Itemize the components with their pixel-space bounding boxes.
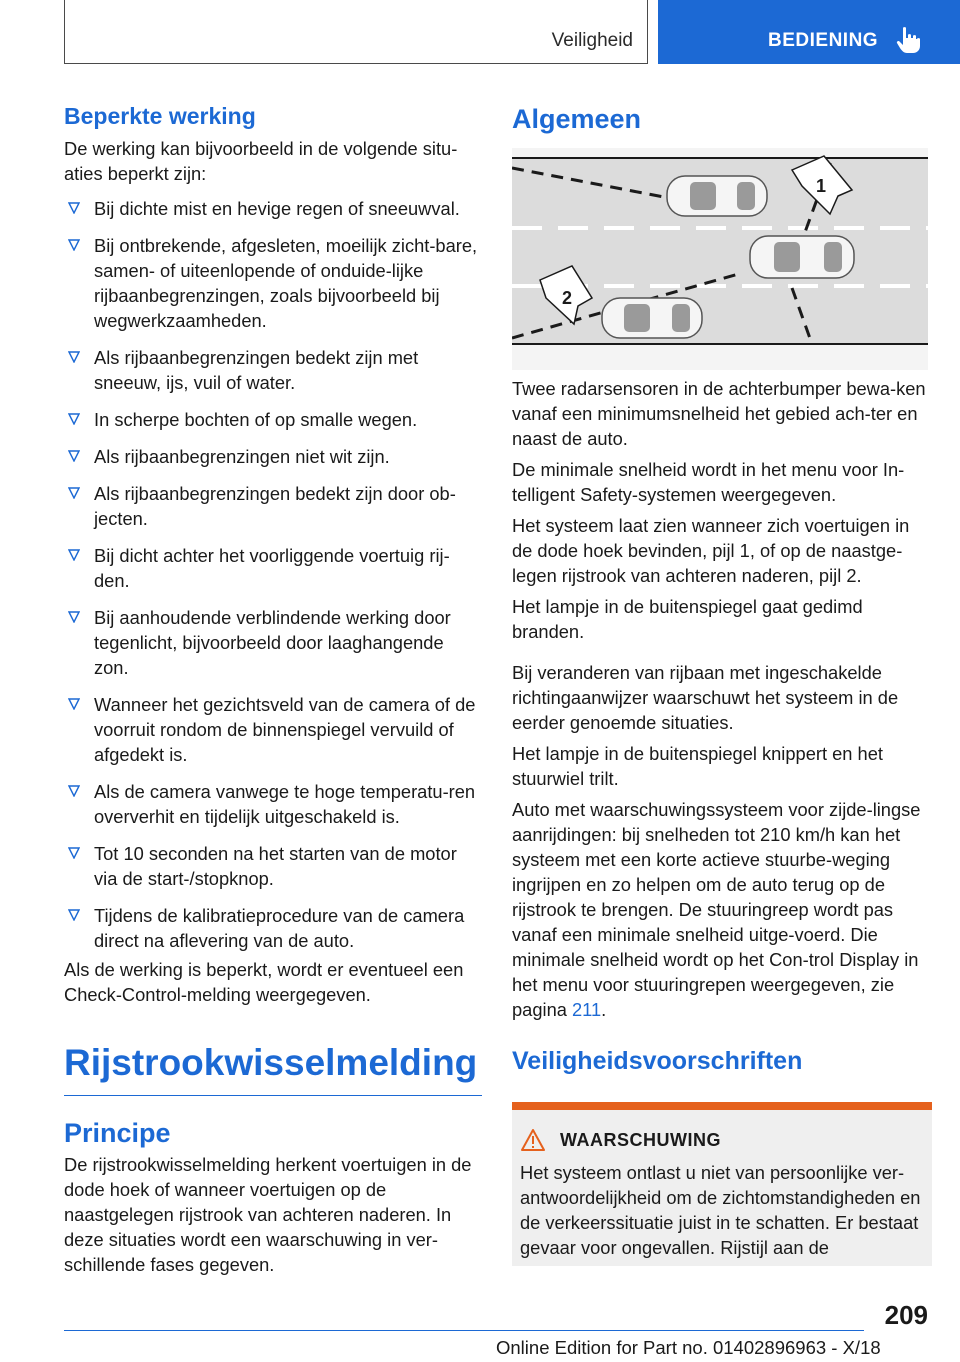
page-link-211[interactable]: 211	[571, 999, 602, 1020]
warning-box	[512, 1102, 932, 1266]
list-item	[64, 196, 482, 221]
heading-principe: Principe	[64, 1118, 171, 1148]
list-item	[64, 543, 482, 593]
warning-text: Het systeem ontlast u niet van persoonlijke ver‐antwoordelijkheid om de zichtomstandigheden en de verkeerssituatie juist in te schatten. Er bestaat gevaar voor ongevallen. Rijstijl aan de	[520, 1162, 921, 1258]
list-item-text: Bij aanhoudende verblindende werking door tegenlicht, bijvoorbeeld door laaghangende zon.	[94, 607, 451, 678]
triangle-bullet-icon	[68, 351, 80, 363]
list-item	[64, 481, 482, 531]
list-item	[64, 779, 482, 829]
triangle-bullet-icon	[68, 413, 80, 425]
car-top	[667, 176, 767, 216]
tab-bediening[interactable]	[658, 0, 960, 64]
section-title: Veiligheid	[551, 30, 633, 51]
right-column	[512, 100, 932, 1266]
warning-header	[512, 1110, 932, 1152]
car-middle	[750, 236, 854, 278]
algemeen-para-2: De minimale snelheid wordt in het menu voor In‐telligent Safety-systemen weergegeven.	[512, 459, 905, 505]
algemeen-para-3: Het systeem laat zien wanneer zich voertuigen in de dode hoek bevinden, pijl 1, of op de naastge‐legen rijstrook van achteren naderen, pijl 2.	[512, 515, 910, 586]
warning-title: WAARSCHUWING	[560, 1129, 721, 1150]
principe-text: De rijstrookwisselmelding herkent voertuigen in de dode hoek of wanneer voertuigen op de naastgelegen rijstrook van achteren naderen. In deze situaties wordt een waarschuwing in ver‐schillende fases gegeven.	[64, 1154, 472, 1275]
triangle-bullet-icon	[68, 698, 80, 710]
list-item-text: Bij ontbrekende, afgesleten, moeilijk zicht‐bare, samen- of uiteenlopende of onduide‐lijke rijbaanbegrenzingen, zoals bijvoorbeeld bij wegwerkzaamheden.	[94, 235, 478, 331]
list-item	[64, 233, 482, 333]
algemeen-para-7	[512, 797, 932, 1022]
list-item-text: In scherpe bochten of op smalle wegen.	[94, 409, 418, 430]
triangle-bullet-icon	[68, 909, 80, 921]
list-item	[64, 841, 482, 891]
triangle-bullet-icon	[68, 785, 80, 797]
algemeen-para-4: Het lampje in de buitenspiegel gaat gedimd branden.	[512, 596, 863, 642]
list-item	[64, 444, 482, 469]
heading-veiligheidsvoorschriften: Veiligheidsvoorschriften	[512, 1047, 803, 1075]
triangle-bullet-icon	[68, 202, 80, 214]
tab-label: BEDIENING	[768, 30, 879, 51]
list-item-text: Als rijbaanbegrenzingen bedekt zijn met sneeuw, ijs, vuil of water.	[94, 347, 419, 393]
car-bottom	[602, 298, 702, 338]
triangle-bullet-icon	[68, 450, 80, 462]
warning-bar	[512, 1102, 932, 1110]
list-item-text: Tijdens de kalibratieprocedure van de camera direct na aflevering van de auto.	[94, 905, 465, 951]
heading-rijstrookwisselmelding: Rijstrookwisselmelding	[64, 1042, 478, 1083]
list-item-text: Bij dicht achter het voorliggende voertuig rij‐den.	[94, 545, 450, 591]
lane-change-warning-figure	[512, 148, 928, 370]
triangle-bullet-icon	[68, 549, 80, 561]
para-7-end: .	[601, 999, 607, 1020]
triangle-bullet-icon	[68, 239, 80, 251]
list-item-text: Als de camera vanwege te hoge temperatu‐ren oververhit en tijdelijk uitgeschakeld is.	[94, 781, 476, 827]
list-item	[64, 692, 482, 767]
list-item	[64, 903, 482, 953]
list-item-text: Tot 10 seconden na het starten van de motor via de start-/stopknop.	[94, 843, 457, 889]
list-item-text: Wanneer het gezichtsveld van de camera of de voorruit rondom de binnenspiegel vervuild of afgedekt is.	[94, 694, 476, 765]
heading-beperkte-werking: Beperkte werking	[64, 103, 256, 129]
triangle-bullet-icon	[68, 847, 80, 859]
list-item	[64, 345, 482, 395]
footer-edition: Online Edition for Part no. 01402896963 - X/18	[496, 1337, 881, 1358]
header-section-box	[64, 0, 648, 64]
svg-text:1: 1	[816, 176, 827, 196]
list-item	[64, 605, 482, 680]
footer-rule	[64, 1330, 864, 1331]
algemeen-para-1: Twee radarsensoren in de achterbumper bewa‐ken vanaf een minimumsnelheid het gebied ach‐ter en naast de auto.	[512, 378, 926, 449]
svg-text:2: 2	[562, 288, 573, 308]
triangle-bullet-icon	[68, 611, 80, 623]
list-item	[64, 407, 482, 432]
heading-algemeen: Algemeen	[512, 104, 642, 134]
algemeen-para-6: Het lampje in de buitenspiegel knippert en het stuurwiel trilt.	[512, 743, 883, 789]
algemeen-para-5: Bij veranderen van rijbaan met ingeschakelde richtingaanwijzer waarschuwt het systeem in de eerder genoemde situaties.	[512, 662, 899, 733]
left-column	[64, 100, 482, 1277]
list-item-text: Als rijbaanbegrenzingen niet wit zijn.	[94, 446, 390, 467]
closing-text: Als de werking is beperkt, wordt er eventueel een Check-Control-melding weergegeven.	[64, 959, 464, 1005]
intro-text: De werking kan bijvoorbeeld in de volgende situ‐aties beperkt zijn:	[64, 138, 458, 184]
page-number: 209	[884, 1300, 928, 1330]
triangle-bullet-icon	[68, 487, 80, 499]
list-item-text: Bij dichte mist en hevige regen of sneeuwval.	[94, 198, 460, 219]
warning-triangle-icon	[520, 1128, 546, 1152]
para-7-text: Auto met waarschuwingssysteem voor zijde‐lingse aanrijdingen: bij snelheden tot 210 km/h kan het systeem met een korte actieve stuurbe‐weging ingrijpen en zo helpen om de auto terug op de rijstrook te brengen. De stuuringreep wordt pas vanaf een minimale snelheid uitge‐voerd. Die minimale snelheid wordt op het Con‐trol Display in het menu voor stuuringrepen weergegeven, zie pagina	[512, 799, 921, 1020]
hand-pointer-icon	[896, 26, 922, 54]
heading-rule	[64, 1095, 482, 1096]
list-item-text: Als rijbaanbegrenzingen bedekt zijn door ob‐jecten.	[94, 483, 456, 529]
limitations-list	[64, 196, 482, 953]
